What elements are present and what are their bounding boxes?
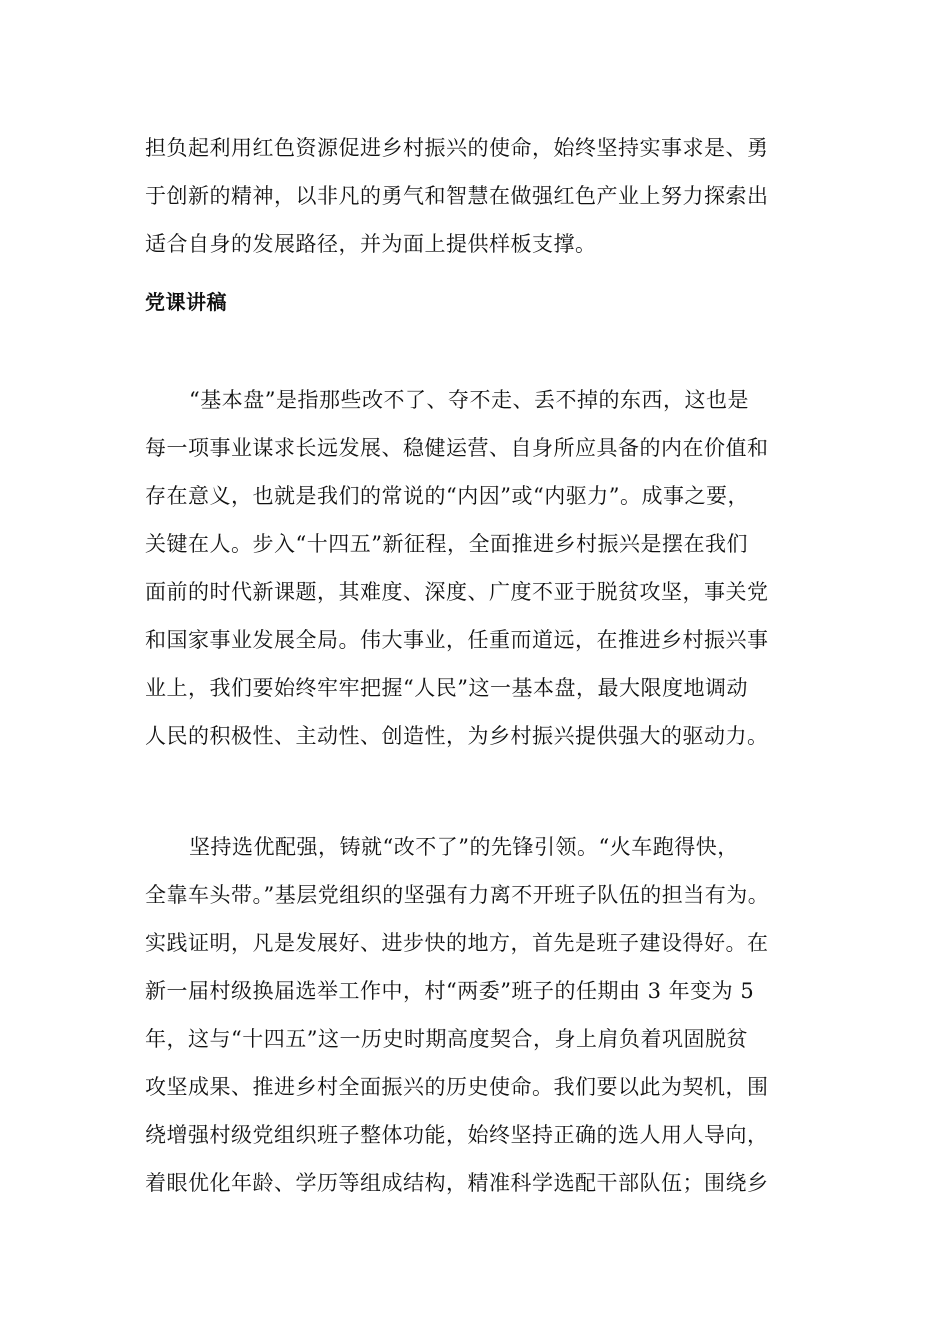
paragraph-line: 关键在人。步入“十四五”新征程，全面推进乡村振兴是摆在我们 (145, 532, 748, 556)
paragraph-line: 年，这与“十四五”这一历史时期高度契合，身上肩负着巩固脱贫 (145, 1027, 748, 1051)
paragraph-line: 存在意义，也就是我们的常说的“内因”或“内驱力”。成事之要， (145, 484, 749, 508)
paragraph-line: 绕增强村级党组织班子整体功能，始终坚持正确的选人用人导向， (145, 1123, 769, 1147)
paragraph-line: 面前的时代新课题，其难度、深度、广度不亚于脱贫攻坚，事关党 (145, 580, 769, 604)
paragraph-line: 人民的积极性、主动性、创造性，为乡村振兴提供强大的驱动力。 (145, 724, 769, 748)
paragraph-line: 适合自身的发展路径，并为面上提供样板支撑。 (145, 232, 597, 256)
paragraph-line: 和国家事业发展全局。伟大事业，任重而道远，在推进乡村振兴事 (145, 628, 769, 652)
heading-text: 党课讲稿 (145, 290, 227, 314)
paragraph-line: 业上，我们要始终牢牢把握“人民”这一基本盘，最大限度地调动 (145, 676, 748, 700)
paragraph-line: 每一项事业谋求长远发展、稳健运营、自身所应具备的内在价值和 (145, 436, 769, 460)
paragraph-1 (145, 376, 815, 760)
paragraph-line: 实践证明，凡是发展好、进步快的地方，首先是班子建设得好。在 (145, 931, 769, 955)
paragraph-2 (145, 823, 815, 1207)
paragraph-line: “基本盘”是指那些改不了、夺不走、丢不掉的东西，这也是 (189, 388, 749, 412)
paragraph-line: 担负起利用红色资源促进乡村振兴的使命，始终坚持实事求是、勇 (145, 136, 769, 160)
paragraph-line: 新一届村级换届选举工作中，村“两委”班子的任期由 3 年变为 5 (145, 979, 755, 1003)
paragraph-line: 于创新的精神，以非凡的勇气和智慧在做强红色产业上努力探索出 (145, 184, 769, 208)
paragraph-line: 坚持选优配强，铸就“改不了”的先锋引领。“火车跑得快， (189, 835, 739, 859)
paragraph-line: 攻坚成果、推进乡村全面振兴的历史使命。我们要以此为契机，围 (145, 1075, 769, 1099)
paragraph-line: 全靠车头带。”基层党组织的坚强有力离不开班子队伍的担当有为。 (145, 883, 770, 907)
paragraph-line: 着眼优化年龄、学历等组成结构，精准科学选配干部队伍；围绕乡 (145, 1171, 769, 1195)
intro-paragraph (145, 124, 815, 268)
section-heading (145, 278, 815, 326)
